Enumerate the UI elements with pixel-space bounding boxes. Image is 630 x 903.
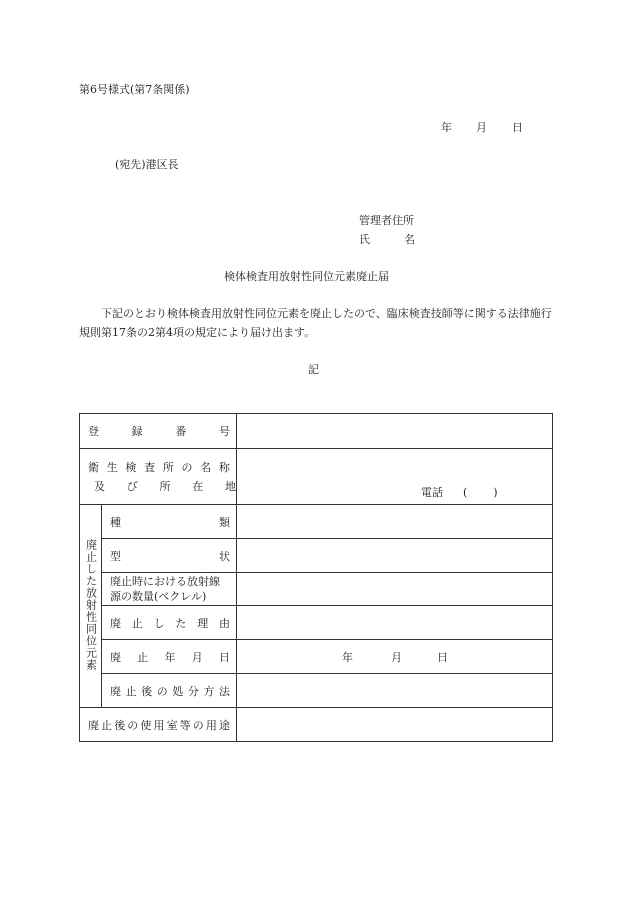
shape-label-cell [102,539,237,573]
disposal-method-field[interactable] [237,674,553,708]
quantity-label-line1: 廃止時における放射線 [110,575,220,588]
addressee: (宛先)港区長 [115,158,179,171]
abolition-date-day-label: 日 [437,650,448,664]
facility-label-line1: 衛 生 検 査 所 の 名 称 [88,461,230,474]
row-facility [80,449,553,505]
quantity-label-line2: 源の数量(ベクレル) [110,590,207,603]
facility-label-line2: 及 び 所 在 地 [94,480,236,493]
abolition-date-label: 廃 止 年 月 日 [110,650,230,664]
group-label-cell [80,505,102,708]
row-abolition-date [80,640,553,674]
room-use-label: 廃 止 後 の 使 用 室 等 の 用 途 [88,718,230,732]
administrator-address-label: 管理者住所 [359,214,414,227]
row-quantity [80,573,553,606]
row-kind [80,505,553,539]
form-number: 第6号様式(第7条関係) [79,83,190,96]
kind-label-cell [102,505,237,539]
date-year-label: 年 [441,121,452,134]
phone-open-paren: ( [463,486,468,499]
facility-label-cell [80,449,237,505]
abolition-date-year-label: 年 [342,650,353,664]
ki-heading: 記 [308,363,319,376]
abolished-isotope-group-label: 廃止した放射性同位元素 [84,538,98,671]
shape-field[interactable] [237,539,553,573]
row-reason [80,606,553,640]
abolition-date-month-label: 月 [391,650,402,664]
reason-label: 廃 止 し た 理 由 [110,616,230,630]
disposal-method-label: 廃 止 後 の 処 分 方 法 [110,684,230,698]
administrator-name-label [359,231,415,247]
reason-field[interactable] [237,606,553,640]
phone-close-paren: ) [493,486,498,499]
facility-field[interactable] [237,449,553,505]
name-label-first: 氏 [359,233,370,246]
name-label-second: 名 [404,233,415,246]
submission-date [441,119,523,135]
row-room-use [80,708,553,742]
quantity-label-cell [102,573,237,606]
reason-label-cell [102,606,237,640]
date-day-label: 日 [512,121,523,134]
phone-field [421,484,498,500]
abolition-date-label-cell [102,640,237,674]
room-use-field[interactable] [237,708,553,742]
registration-number-label: 登 録 番 号 [88,425,230,438]
registration-number-label-cell [80,414,237,449]
registration-number-field[interactable] [237,414,553,449]
row-disposal-method [80,674,553,708]
quantity-field[interactable] [237,573,553,606]
row-shape [80,539,553,573]
kind-label: 種 類 [110,515,230,529]
abolition-date-field[interactable] [237,640,553,674]
date-month-label: 月 [476,121,487,134]
row-registration-number [80,414,553,449]
phone-label: 電話 [421,486,443,499]
kind-field[interactable] [237,505,553,539]
room-use-label-cell [80,708,237,742]
disposal-method-label-cell [102,674,237,708]
document-body: 下記のとおり検体検査用放射性同位元素を廃止したので、臨床検査技師等に関する法律施行規則第17条の2第4項の規定により届け出ます。 [79,307,552,339]
document-title: 検体検査用放射性同位元素廃止届 [224,270,389,283]
shape-label: 型 状 [110,549,230,563]
notification-form-table [79,413,553,742]
